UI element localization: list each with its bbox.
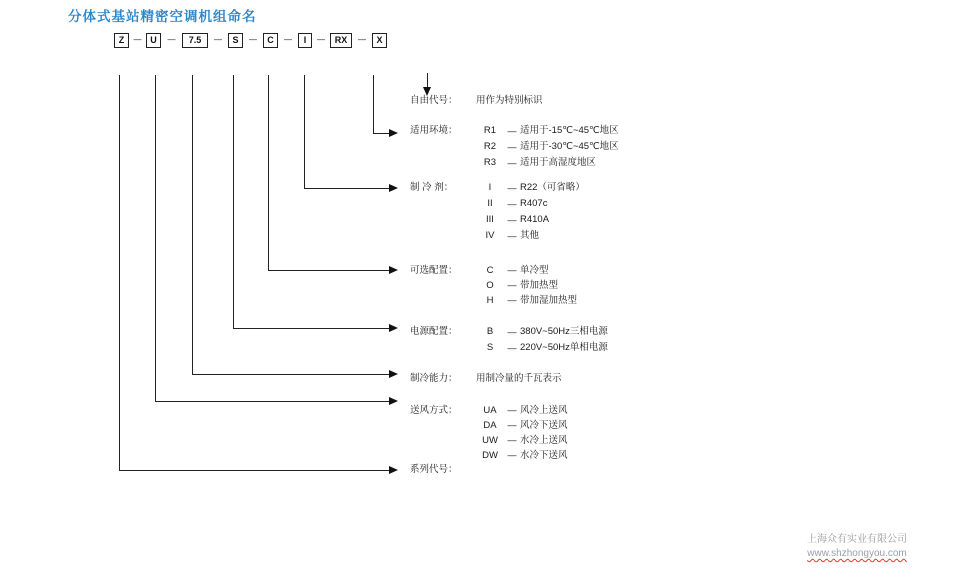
connector-segment	[304, 188, 389, 189]
connector-segment	[373, 75, 374, 133]
code-box-x: X	[372, 33, 387, 48]
section-row	[410, 278, 577, 293]
section-row	[410, 340, 608, 356]
section-row	[410, 155, 619, 171]
connector-segment	[192, 75, 193, 374]
code-value: C	[486, 265, 494, 276]
code-box-i: I	[298, 33, 312, 48]
code-box-c: C	[263, 33, 278, 48]
connector-segment	[192, 374, 389, 375]
code-description: 单冷型	[520, 265, 549, 276]
connector-segment	[119, 75, 120, 470]
code-box-z: Z	[114, 33, 129, 48]
code-separator: —	[133, 35, 142, 44]
dash: —	[507, 142, 517, 152]
section-row	[410, 180, 585, 196]
arrow-right-icon	[389, 324, 398, 332]
section-free-code	[410, 93, 543, 109]
code-value: DW	[482, 450, 498, 461]
page-title: 分体式基站精密空调机组命名	[68, 9, 257, 24]
section-label: 可选配置：	[410, 265, 458, 276]
section-label: 制 冷 剂：	[410, 182, 454, 193]
code-separator: —	[249, 35, 257, 44]
section-row	[410, 293, 577, 308]
code-value: H	[486, 295, 494, 306]
connector-segment	[268, 270, 389, 271]
dash: —	[507, 183, 517, 193]
code-description: 其他	[520, 230, 540, 241]
section-label: 制冷能力：	[410, 373, 458, 384]
connector-segment	[155, 401, 389, 402]
dash: —	[507, 231, 517, 241]
section-label: 送风方式：	[410, 405, 458, 416]
section-label: 电源配置：	[410, 326, 458, 337]
dash: —	[507, 343, 517, 353]
code-box-rx: RX	[330, 33, 352, 48]
code-box-s: S	[228, 33, 243, 48]
connector-segment	[427, 73, 428, 87]
code-description: R22（可省略）	[520, 182, 585, 193]
section-row	[410, 448, 568, 463]
connector-segment	[155, 75, 156, 401]
dash: —	[507, 420, 517, 430]
code-value: O	[486, 280, 494, 291]
dash: —	[507, 450, 517, 460]
section-row	[410, 123, 619, 139]
arrow-right-icon	[389, 184, 398, 192]
arrow-right-icon	[389, 397, 398, 405]
code-description: 适用于高湿度地区	[520, 157, 597, 168]
connector-segment	[304, 75, 305, 188]
section-environment	[410, 123, 619, 171]
code-value: R1	[483, 125, 497, 136]
footer	[807, 533, 907, 561]
section-series-code	[410, 462, 520, 478]
section-row	[410, 196, 585, 212]
arrow-right-icon	[389, 129, 398, 137]
dash: —	[507, 158, 517, 168]
section-label: 适用环境：	[410, 125, 458, 136]
code-separator: —	[167, 35, 176, 44]
arrow-right-icon	[389, 370, 398, 378]
code-box-u: U	[146, 33, 161, 48]
code-value: B	[486, 326, 494, 337]
section-cooling-capacity	[410, 371, 562, 387]
code-description: 用制冷量的千瓦表示	[476, 373, 562, 384]
connector-segment	[268, 75, 269, 270]
code-value: UW	[482, 435, 498, 446]
code-description: R410A	[520, 214, 550, 225]
section-optional-config	[410, 263, 577, 308]
code-description: 适用于-15℃~45℃地区	[520, 125, 619, 136]
code-description: 适用于-30℃~45℃地区	[520, 141, 619, 152]
code-value: IV	[485, 230, 495, 241]
section-refrigerant	[410, 180, 585, 244]
dash: —	[507, 435, 517, 445]
arrow-right-icon	[389, 266, 398, 274]
section-label: 系列代号：	[410, 464, 458, 475]
website-url: www.shzhongyou.com	[807, 548, 907, 559]
connector-segment	[233, 328, 389, 329]
code-description: 风冷上送风	[520, 405, 568, 416]
dash: —	[507, 327, 517, 337]
section-row	[410, 371, 562, 387]
code-description: 220V~50Hz单相电源	[520, 342, 608, 353]
code-value: DA	[483, 420, 497, 431]
section-row	[410, 93, 543, 109]
code-description: 水冷上送风	[520, 435, 568, 446]
dash: —	[507, 215, 517, 225]
dash: —	[507, 405, 517, 415]
connector-segment	[373, 133, 389, 134]
code-description: 带加湿加热型	[520, 295, 578, 306]
code-value: II	[487, 198, 493, 209]
dash: —	[507, 126, 517, 136]
section-power-config	[410, 324, 608, 356]
code-value: I	[488, 182, 492, 193]
code-description: 水冷下送风	[520, 450, 568, 461]
code-value: R2	[483, 141, 497, 152]
connector-segment	[233, 75, 234, 328]
code-separator: —	[214, 35, 222, 44]
section-air-supply	[410, 403, 568, 463]
arrow-right-icon	[389, 466, 398, 474]
code-value: S	[486, 342, 494, 353]
code-value: R3	[483, 157, 497, 168]
section-row	[410, 139, 619, 155]
dash: —	[507, 295, 517, 305]
code-description: 380V~50Hz三相电源	[520, 326, 608, 337]
code-separator: —	[358, 35, 366, 44]
section-row	[410, 324, 608, 340]
code-description: 带加热型	[520, 280, 559, 291]
section-row	[410, 403, 568, 418]
section-row	[410, 263, 577, 278]
section-row	[410, 228, 585, 244]
company-name: 上海众有实业有限公司	[807, 534, 907, 545]
section-label: 自由代号：	[410, 95, 458, 106]
code-separator: —	[317, 35, 325, 44]
code-description: R407c	[520, 198, 548, 209]
code-separator: —	[284, 35, 292, 44]
section-row	[410, 462, 520, 478]
connector-segment	[119, 470, 389, 471]
section-row	[410, 433, 568, 448]
dash: —	[507, 280, 517, 290]
code-value: III	[486, 214, 494, 225]
code-box-7-5: 7.5	[182, 33, 208, 48]
dash: —	[507, 265, 517, 275]
dash: —	[507, 199, 517, 209]
code-description: 风冷下送风	[520, 420, 568, 431]
section-row	[410, 418, 568, 433]
code-value: UA	[483, 405, 497, 416]
code-description: 用作为特别标识	[476, 95, 543, 106]
section-row	[410, 212, 585, 228]
